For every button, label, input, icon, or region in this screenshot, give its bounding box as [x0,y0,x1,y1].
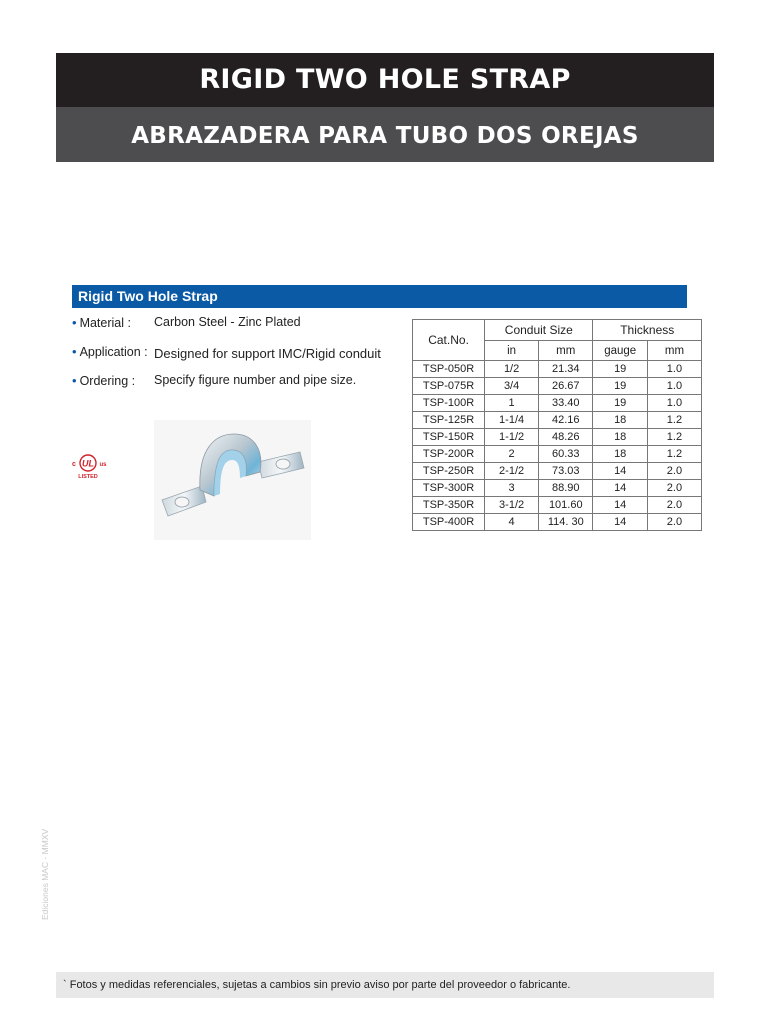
table-cell: 33.40 [539,395,593,412]
table-cell: 19 [593,361,647,378]
table-cell: 14 [593,480,647,497]
table-cell: 4 [485,514,539,531]
table-cell: 88.90 [539,480,593,497]
table-cell: 19 [593,378,647,395]
table-cell: 14 [593,463,647,480]
table-row [413,463,702,480]
table-cell: 1-1/4 [485,412,539,429]
table-cell: 18 [593,446,647,463]
bullet-icon: • [72,315,77,330]
ul-us-text: us [99,462,107,468]
spec-label: Material : [79,316,131,330]
table-cell: TSP-200R [413,446,485,463]
table-cell: 18 [593,429,647,446]
bullet-icon: • [72,373,77,388]
table-cell: 21.34 [539,361,593,378]
table-cell: 3-1/2 [485,497,539,514]
table-cell: 3 [485,480,539,497]
page-title: RIGID TWO HOLE STRAP [56,53,714,107]
table-cell: 2.0 [647,514,701,531]
table-cell: 2.0 [647,463,701,480]
table-cell: 1.2 [647,429,701,446]
table-cell: 1 [485,395,539,412]
table-cell: TSP-250R [413,463,485,480]
table-cell: 14 [593,497,647,514]
spec-value: Specify figure number and pipe size. [154,373,357,387]
table-row [413,395,702,412]
table-cell: TSP-300R [413,480,485,497]
table-cell: TSP-125R [413,412,485,429]
spec-material [72,315,301,330]
table-cell: TSP-075R [413,378,485,395]
table-cell: 2-1/2 [485,463,539,480]
table-cell: 1.2 [647,412,701,429]
table-cell: 18 [593,412,647,429]
spec-label: Application : [79,345,148,359]
table-cell: TSP-150R [413,429,485,446]
table-cell: 19 [593,395,647,412]
ul-c-text: c [72,461,76,468]
table-cell: 1/2 [485,361,539,378]
spec-label: Ordering : [79,374,136,388]
table-cell: 1.2 [647,446,701,463]
table-cell: 101.60 [539,497,593,514]
table-subheader-in: in [485,341,539,361]
bullet-icon: • [72,344,77,359]
table-cell: TSP-350R [413,497,485,514]
table-cell: 42.16 [539,412,593,429]
table-header-conduit: Conduit Size [485,320,593,341]
spec-ordering [72,373,357,388]
ul-listed-text: LISTED [78,474,98,480]
table-cell: 60.33 [539,446,593,463]
table-cell: 2.0 [647,497,701,514]
table-cell: 2.0 [647,480,701,497]
table-header-catno: Cat.No. [413,320,485,361]
product-image [154,420,311,540]
table-cell: 2 [485,446,539,463]
page-subtitle: ABRAZADERA PARA TUBO DOS OREJAS [56,107,714,162]
table-cell: 1.0 [647,378,701,395]
table-subheader-mm-thickness: mm [647,341,701,361]
spec-value: Carbon Steel - Zinc Plated [154,315,301,329]
table-cell: TSP-050R [413,361,485,378]
table-cell: 1.0 [647,361,701,378]
table-cell: TSP-100R [413,395,485,412]
section-title: Rigid Two Hole Strap [72,285,687,308]
table-header-thickness: Thickness [593,320,702,341]
table-row [413,429,702,446]
table-row [413,361,702,378]
table-cell: 114. 30 [539,514,593,531]
table-row [413,412,702,429]
table-cell: 14 [593,514,647,531]
table-row [413,514,702,531]
table-row [413,378,702,395]
footer-note: ` Fotos y medidas referenciales, sujetas a cambios sin previo aviso por parte del proveedor o fabricante. [56,972,714,998]
table-subheader-mm: mm [539,341,593,361]
table-subheader-gauge: gauge [593,341,647,361]
table-cell: 26.67 [539,378,593,395]
spec-table [412,319,702,531]
ul-center-text: UL [82,458,94,469]
spec-value: Designed for support IMC/Rigid conduit [154,346,381,361]
table-row [413,446,702,463]
table-cell: 3/4 [485,378,539,395]
table-cell: 48.26 [539,429,593,446]
spec-application [72,344,381,361]
table-cell: 1.0 [647,395,701,412]
table-cell: TSP-400R [413,514,485,531]
table-row [413,480,702,497]
table-cell: 73.03 [539,463,593,480]
table-cell: 1-1/2 [485,429,539,446]
side-credit: Ediciones MAC - MMXV [40,828,50,920]
ul-listed-icon [68,449,108,481]
table-row [413,497,702,514]
